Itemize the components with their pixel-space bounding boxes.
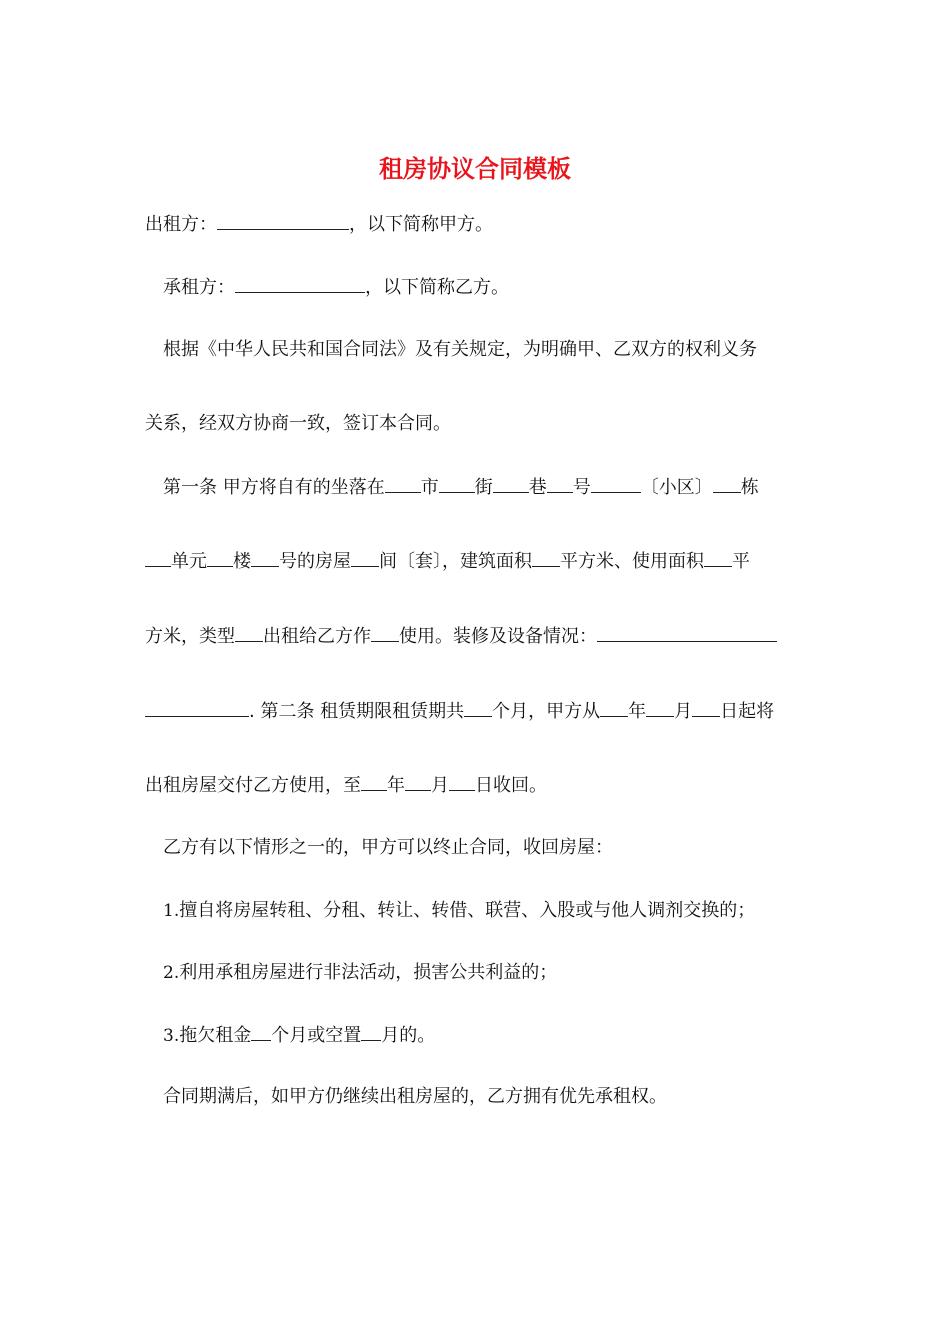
article2-heading: . 第二条 租赁期限租赁期共 <box>249 701 465 722</box>
item-text: 拖欠租金 <box>179 1025 252 1046</box>
start-month-blank[interactable] <box>646 698 674 717</box>
article1-line-3 <box>145 623 777 650</box>
rooms-blank[interactable] <box>351 548 379 567</box>
handover-label: 出租房屋交付乙方使用，至 <box>145 775 361 796</box>
building-blank[interactable] <box>713 474 741 493</box>
termination-intro: 乙方有以下情形之一的，甲方可以终止合同，收回房屋： <box>163 837 613 858</box>
city-label: 市 <box>420 477 439 498</box>
lessee-label: 承租方： <box>163 277 235 298</box>
end-day-label: 日收回。 <box>475 775 547 796</box>
lessee-suffix: ，以下简称乙方。 <box>365 277 509 298</box>
article2-line-2 <box>145 772 547 799</box>
ping-label: 平 <box>732 551 750 572</box>
intro-line-1: 根据《中华人民共和国合同法》及有关规定，为明确甲、乙双方的权利义务 <box>163 339 757 360</box>
start-year-label: 年 <box>628 701 647 722</box>
equipment-blank-cont[interactable] <box>145 698 249 717</box>
end-month-label: 月 <box>431 775 449 796</box>
rooms-label: 间〔套〕，建筑面积 <box>379 551 532 572</box>
start-day-blank[interactable] <box>692 698 720 717</box>
house-label: 号的房屋 <box>279 551 351 572</box>
usable-area-label: 平方米、使用面积 <box>560 551 704 572</box>
list-item <box>163 960 557 986</box>
start-year-blank[interactable] <box>600 698 628 717</box>
lane-label: 巷 <box>528 477 547 498</box>
months-blank[interactable] <box>464 698 492 717</box>
lessor-suffix: ，以下简称甲方。 <box>349 214 493 235</box>
item-number: 1. <box>163 901 180 921</box>
building-label: 栋 <box>740 477 759 498</box>
item-text: 利用承租房屋进行非法活动，损害公共利益的； <box>179 962 558 983</box>
start-day-label: 日起将 <box>720 701 775 722</box>
vacant-label: 个月或空置 <box>271 1025 362 1046</box>
article1-heading: 第一条 甲方将自有的坐落在 <box>163 477 385 498</box>
end-year-blank[interactable] <box>361 772 387 791</box>
document-title: 租房协议合同模板 <box>379 154 571 183</box>
unit-blank[interactable] <box>145 548 171 567</box>
article1-line-1 <box>163 474 759 501</box>
lessee-blank[interactable] <box>235 274 365 293</box>
item-number: 3. <box>163 1026 180 1046</box>
end-year-label: 年 <box>387 775 405 796</box>
community-blank[interactable] <box>591 474 641 493</box>
rent-to-label: 出租给乙方作 <box>263 626 371 647</box>
end-day-blank[interactable] <box>449 772 475 791</box>
type-blank[interactable] <box>235 623 263 642</box>
area-blank[interactable] <box>532 548 560 567</box>
lessor-blank[interactable] <box>217 211 349 230</box>
list-item <box>163 1022 435 1049</box>
vacant-months-blank[interactable] <box>361 1022 381 1041</box>
equipment-blank[interactable] <box>597 623 777 642</box>
lane-blank[interactable] <box>493 474 529 493</box>
lessor-label: 出租方： <box>145 214 217 235</box>
end-month-blank[interactable] <box>405 772 431 791</box>
article2-line-1 <box>145 698 774 725</box>
equipment-label: 使用。装修及设备情况： <box>399 626 597 647</box>
lessor-line <box>145 211 493 238</box>
arrears-months-blank[interactable] <box>251 1022 271 1041</box>
vacant-months-label: 月的。 <box>381 1025 436 1046</box>
renewal-clause: 合同期满后，如甲方仍继续出租房屋的，乙方拥有优先承租权。 <box>163 1086 667 1107</box>
start-month-label: 月 <box>674 701 693 722</box>
street-label: 街 <box>474 477 493 498</box>
street-blank[interactable] <box>439 474 475 493</box>
intro-line-2: 关系，经双方协商一致，签订本合同。 <box>145 413 451 434</box>
use-blank[interactable] <box>371 623 399 642</box>
house-blank[interactable] <box>251 548 279 567</box>
article1-line-2 <box>145 548 750 575</box>
number-blank[interactable] <box>547 474 573 493</box>
city-blank[interactable] <box>385 474 421 493</box>
type-label: 方米，类型 <box>145 626 235 647</box>
item-number: 2. <box>163 963 180 983</box>
list-item <box>163 898 755 924</box>
number-label: 号 <box>572 477 591 498</box>
floor-blank[interactable] <box>207 548 233 567</box>
lessee-line <box>163 274 509 301</box>
months-from-label: 个月，甲方从 <box>492 701 601 722</box>
floor-label: 楼 <box>233 551 251 572</box>
item-text: 擅自将房屋转租、分租、转让、转借、联营、入股或与他人调剂交换的； <box>179 900 756 921</box>
community-label: 〔小区〕 <box>640 477 713 498</box>
unit-label: 单元 <box>171 551 207 572</box>
usable-area-blank[interactable] <box>704 548 732 567</box>
